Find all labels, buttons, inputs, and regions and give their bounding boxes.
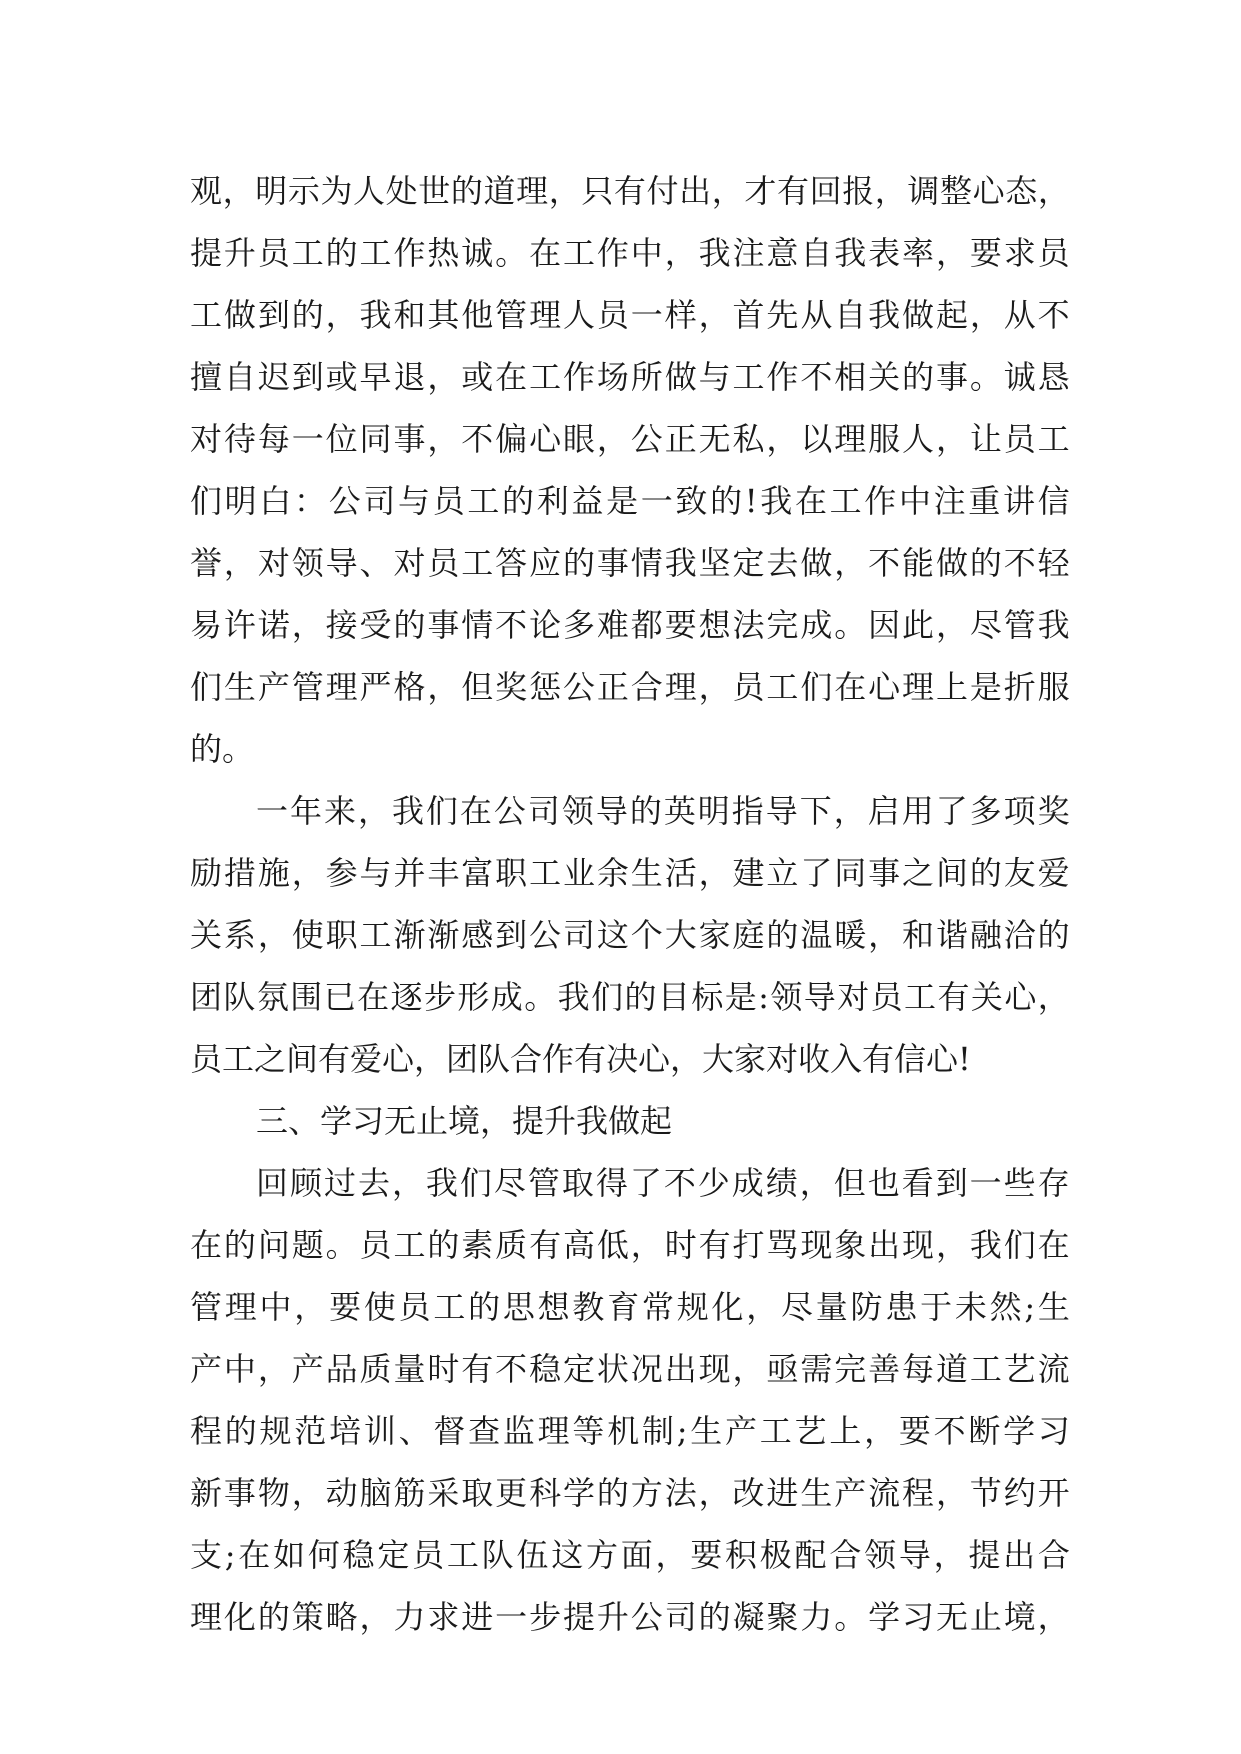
text-line: 管 理 中 ， 要 使 员 工 的 思 想 教 育 常 规 化 ， 尽 量 防 患 于 未 然 ; 生 [190, 1288, 1070, 1326]
document-body [190, 160, 1070, 1648]
text-line: 回 顾 过 去 ， 我 们 尽 管 取 得 了 不 少 成 绩 ， 但 也 看 到 一 些 存 [256, 1164, 1070, 1202]
text-line: 程 的 规 范 培 训 、 督 查 监 理 等 机 制 ; 生 产 工 艺 上 ， 要 不 断 学 习 [190, 1412, 1070, 1450]
text-line: 的。 [190, 730, 255, 768]
text-line: 三、学习无止境，提升我做起 [256, 1102, 673, 1140]
text-line: 员工之间有爱心，团队合作有决心，大家对收入有信心! [190, 1040, 971, 1078]
text-line: 一 年 来 ， 我 们 在 公 司 领 导 的 英 明 指 导 下 ， 启 用 了 多 项 奖 [256, 792, 1070, 830]
text-line: 励 措 施 ， 参 与 并 丰 富 职 工 业 余 生 活 ， 建 立 了 同 事 之 间 的 友 爱 [190, 854, 1070, 892]
text-line: 对 待 每 一 位 同 事 ， 不 偏 心 眼 ， 公 正 无 私 ， 以 理 服 人 ， 让 员 工 [190, 420, 1070, 458]
text-line: 产 中 ， 产 品 质 量 时 有 不 稳 定 状 况 出 现 ， 亟 需 完 善 每 道 工 艺 流 [190, 1350, 1070, 1388]
text-line: 誉 ， 对 领 导 、 对 员 工 答 应 的 事 情 我 坚 定 去 做 ， 不 能 做 的 不 轻 [190, 544, 1070, 582]
text-line: 工 做 到 的 ， 我 和 其 他 管 理 人 员 一 样 ， 首 先 从 自 我 做 起 ， 从 不 [190, 296, 1070, 334]
text-line: 提 升 员 工 的 工 作 热 诚 。 在 工 作 中 ， 我 注 意 自 我 表 率 ， 要 求 员 [190, 234, 1070, 272]
text-line: 关 系 ， 使 职 工 渐 渐 感 到 公 司 这 个 大 家 庭 的 温 暖 ， 和 谐 融 洽 的 [190, 916, 1070, 954]
text-line: 们 生 产 管 理 严 格 ， 但 奖 惩 公 正 合 理 ， 员 工 们 在 心 理 上 是 折 服 [190, 668, 1070, 706]
text-line: 支 ; 在 如 何 稳 定 员 工 队 伍 这 方 面 ， 要 积 极 配 合 领 导 ， 提 出 合 [190, 1536, 1070, 1574]
text-line: 擅 自 迟 到 或 早 退 ， 或 在 工 作 场 所 做 与 工 作 不 相 关 的 事 。 诚 恳 [190, 358, 1070, 396]
text-line: 观 ， 明 示 为 人 处 世 的 道 理 ， 只 有 付 出 ， 才 有 回 报 ， 调 整 心 态 ， [190, 172, 1070, 210]
text-line: 理 化 的 策 略 ， 力 求 进 一 步 提 升 公 司 的 凝 聚 力 。 学 习 无 止 境 ， [190, 1598, 1070, 1636]
text-line: 新 事 物 ， 动 脑 筋 采 取 更 科 学 的 方 法 ， 改 进 生 产 流 程 ， 节 约 开 [190, 1474, 1070, 1512]
text-line: 团 队 氛 围 已 在 逐 步 形 成 。 我 们 的 目 标 是 : 领 导 对 员 工 有 关 心 ， [190, 978, 1070, 1016]
text-line: 在 的 问 题 。 员 工 的 素 质 有 高 低 ， 时 有 打 骂 现 象 出 现 ， 我 们 在 [190, 1226, 1070, 1264]
text-line: 们 明 白 ： 公 司 与 员 工 的 利 益 是 一 致 的 ! 我 在 工 作 中 注 重 讲 信 [190, 482, 1070, 520]
text-line: 易 许 诺 ， 接 受 的 事 情 不 论 多 难 都 要 想 法 完 成 。 因 此 ， 尽 管 我 [190, 606, 1070, 644]
